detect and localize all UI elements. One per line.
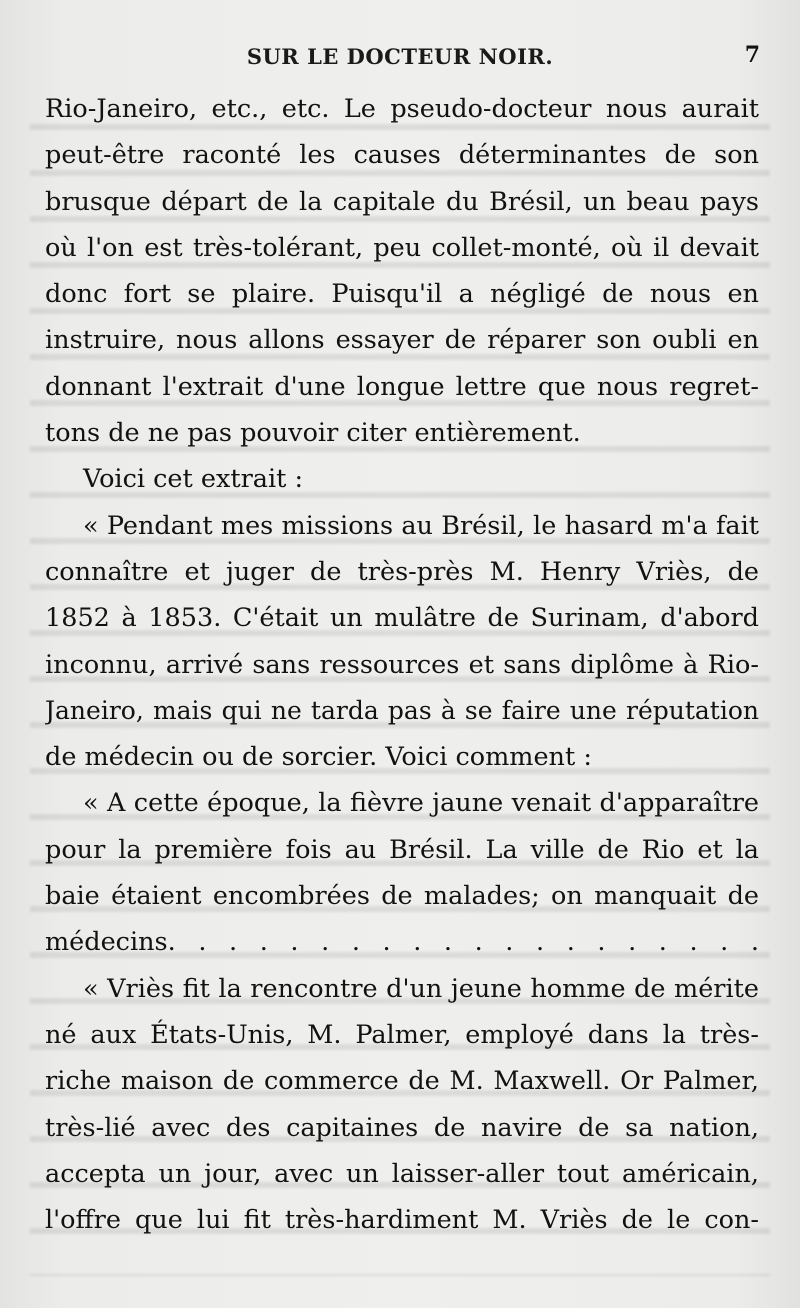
page-number: 7 (744, 42, 760, 68)
running-head: SUR LE DOCTEUR NOIR. (246, 44, 554, 69)
text-line: peut-être raconté les causes déterminantes de son (45, 140, 759, 171)
text-line: pour la première fois au Brésil. La ville de Rio et la (45, 834, 759, 865)
text-line: né aux États-Unis, M. Palmer, employé dans la très- (45, 1019, 759, 1050)
text-line: de médecin ou de sorcier. Voici comment : (45, 742, 592, 773)
text-line: Voici cet extrait : (83, 464, 304, 495)
text-line: inconnu, arrivé sans ressources et sans diplôme à Rio- (45, 649, 759, 680)
text-line: baie étaient encombrées de malades; on manquait de (45, 881, 759, 912)
text-line: donnant l'extrait d'une longue lettre que nous regret- (45, 371, 759, 402)
text-line: accepta un jour, avec un laisser-aller tout américain, (45, 1158, 759, 1189)
text-line: « Pendant mes missions au Brésil, le hasard m'a fait (83, 510, 759, 541)
text-line: instruire, nous allons essayer de réparer son oubli en (45, 325, 759, 356)
text-line: Janeiro, mais qui ne tarda pas à se faire une réputation (45, 695, 759, 725)
text-line: « Vriès fit la rencontre d'un jeune homme de mérite (83, 973, 759, 1004)
text-line: « A cette époque, la fièvre jaune venait d'apparaître (83, 788, 759, 819)
text-line: tons de ne pas pouvoir citer entièrement. (45, 418, 581, 449)
text-line: où l'on est très-tolérant, peu collet-monté, où il devait (45, 232, 759, 263)
text-line: Rio-Janeiro, etc., etc. Le pseudo-docteur nous aurait (45, 94, 759, 124)
text-line: très-lié avec des capitaines de navire de sa nation, (45, 1112, 759, 1143)
text-line: 1852 à 1853. C'était un mulâtre de Surinam, d'abord (45, 603, 759, 634)
text-line: médecins. . . . . . . . . . . . . . . . . . . . (45, 927, 759, 958)
text-line: l'offre que lui fit très-hardiment M. Vriès de le con- (45, 1205, 759, 1236)
body-text (45, 86, 759, 1243)
text-line: riche maison de commerce de M. Maxwell. Or Palmer, (45, 1066, 759, 1097)
text-line: connaître et juger de très-près M. Henry Vriès, de (45, 556, 759, 587)
page-header (40, 40, 760, 76)
text-line: brusque départ de la capitale du Brésil, un beau pays (45, 186, 759, 217)
text-line: donc fort se plaire. Puisqu'il a négligé de nous en (45, 279, 759, 310)
